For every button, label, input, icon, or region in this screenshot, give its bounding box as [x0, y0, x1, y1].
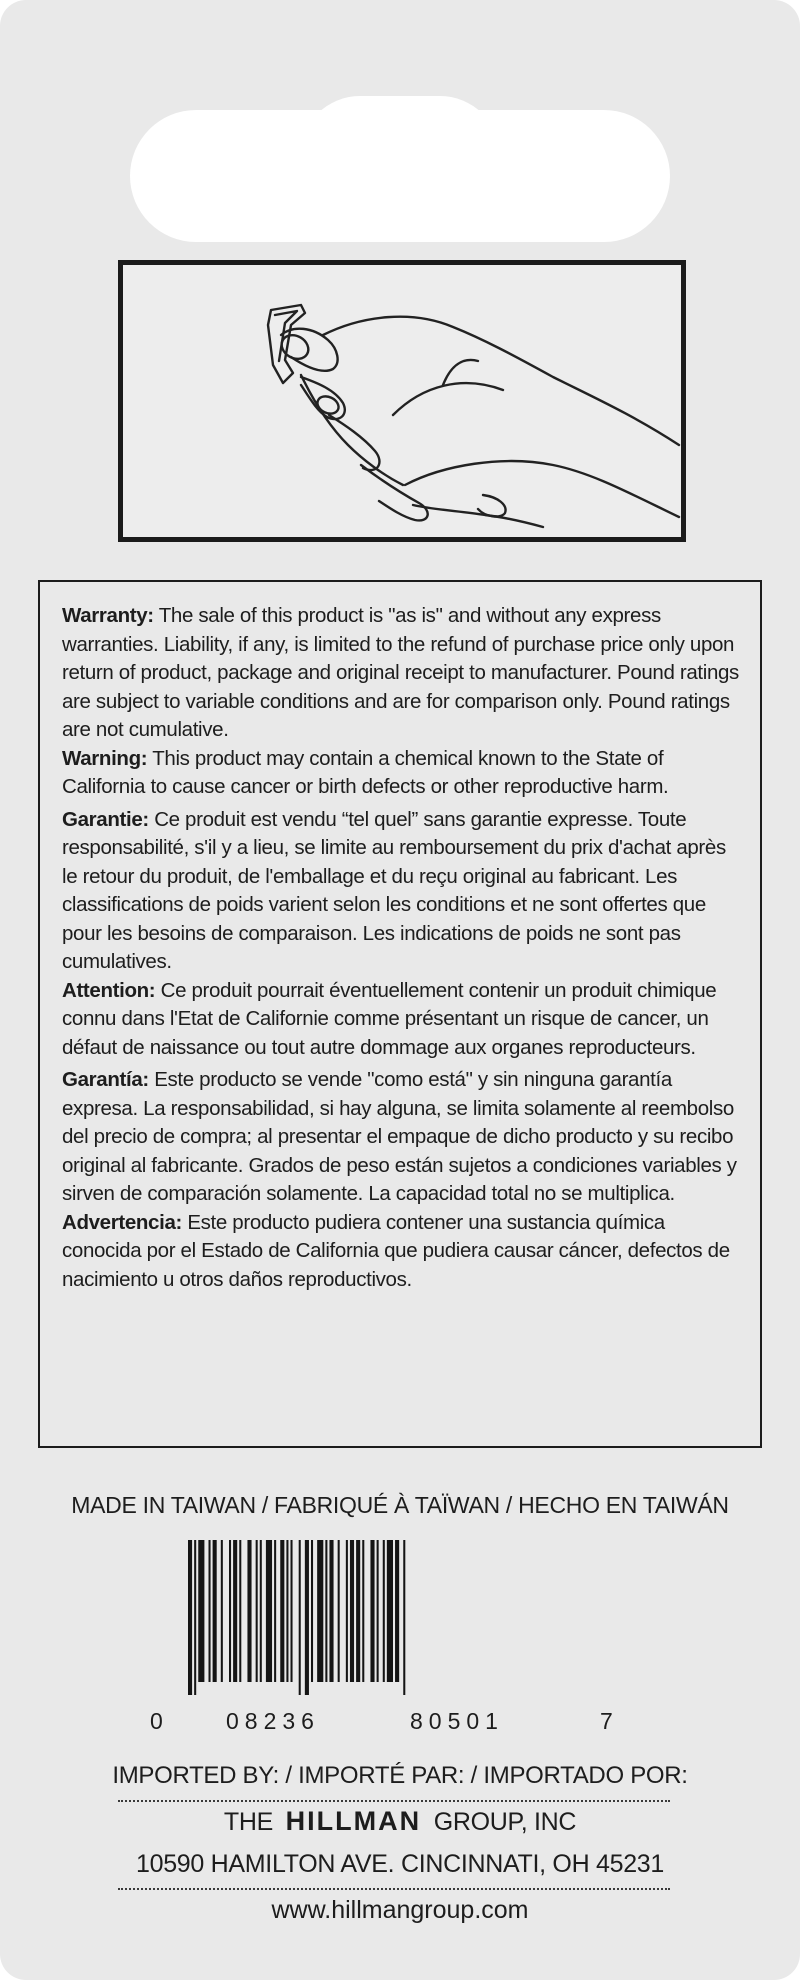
- hang-hole: [130, 110, 670, 242]
- barcode-bar: [266, 1540, 272, 1682]
- warning-es: [62, 1209, 740, 1295]
- warning-en-text: This product may contain a chemical known to the State of California to cause cancer or birth defects or other reproductive harm.: [62, 746, 669, 798]
- barcode-bars: [188, 1540, 580, 1695]
- warning-fr-text: Ce produit pourrait éventuellement contenir un produit chimique connu dans l'Etat de Californie comme présentant un risque de cancer, un défaut de naissance ou tout autre dommage aux organes reproducteurs.: [62, 978, 717, 1059]
- barcode-bar: [229, 1540, 231, 1682]
- barcode-bar: [194, 1540, 196, 1695]
- warning-fr: [62, 977, 740, 1063]
- barcode-bar: [350, 1540, 354, 1682]
- warranty-es: [62, 1066, 740, 1209]
- warranty-warning-panel: [38, 580, 762, 1448]
- warning-es-text: Este producto pudiera contener una sustancia química conocida por el Estado de California que pudiera causar cáncer, defectos de nacimiento u otros daños reproductivos.: [62, 1210, 730, 1291]
- barcode-bar: [274, 1540, 276, 1682]
- barcode-bar: [387, 1540, 393, 1682]
- barcode-bar: [221, 1540, 223, 1682]
- barcode-bar: [213, 1540, 217, 1682]
- barcode-bar: [383, 1540, 385, 1682]
- website-link[interactable]: www.hillmangroup.com: [271, 1896, 529, 1924]
- warranty-fr: [62, 806, 740, 977]
- barcode-bar: [286, 1540, 288, 1682]
- barcode-digit-right: 7: [600, 1708, 613, 1734]
- barcode-bar: [395, 1540, 399, 1682]
- warranty-fr-label: Garantie:: [62, 807, 149, 831]
- usage-illustration: [118, 260, 686, 542]
- warranty-es-text: Este producto se vende "como está" y sin ninguna garantía expresa. La responsabilidad, si hay alguna, se limita solamente al reembolso del precio de compra; al presentar el empaque de dicho producto y su recibo original al fabricante. Grados de peso están sujetos a condiciones variables y sirven de comparación solamente. La capacidad total no se multiplica.: [62, 1068, 737, 1205]
- barcode-bar: [325, 1540, 327, 1682]
- barcode-bar: [198, 1540, 204, 1682]
- brand-logo: HILLMAN: [285, 1806, 422, 1836]
- barcode-bar: [329, 1540, 333, 1682]
- importer-heading: IMPORTED BY: / IMPORTÉ PAR: / IMPORTADO POR:: [112, 1762, 688, 1789]
- divider: [118, 1888, 670, 1890]
- warning-es-label: Advertencia:: [62, 1210, 182, 1234]
- barcode-bar: [239, 1540, 241, 1682]
- barcode-bar: [317, 1540, 323, 1682]
- barcode-bar: [377, 1540, 379, 1682]
- company-suffix: GROUP, INC: [433, 1808, 577, 1836]
- warning-en-label: Warning:: [62, 746, 148, 770]
- barcode-bar: [356, 1540, 360, 1682]
- barcode-bar: [370, 1540, 374, 1682]
- company-prefix: THE: [223, 1808, 273, 1836]
- barcode-bar: [256, 1540, 258, 1682]
- warning-en: [62, 745, 740, 802]
- barcode-bar: [403, 1540, 405, 1695]
- importer-address: 10590 HAMILTON AVE. CINCINNATI, OH 45231: [135, 1850, 664, 1878]
- warranty-fr-text: Ce produit est vendu “tel quel” sans garantie expresse. Toute responsabilité, s'il y a lieu, se limite au remboursement du prix d'achat après le retour du produit, de l'emballage et du reçu original au fabricant. Les classifications de poids varient selon les conditions et ne sont offertes que pour les besoins de comparaison. Les indications de poids ne sont pas cumulatives.: [62, 807, 726, 973]
- barcode-bar: [188, 1540, 192, 1695]
- barcode-bar: [299, 1540, 301, 1695]
- importer-company: [0, 1806, 800, 1837]
- barcode-bar: [233, 1540, 237, 1682]
- barcode-bar: [311, 1540, 313, 1682]
- barcode-bar: [260, 1540, 262, 1682]
- warranty-en-label: Warranty:: [62, 604, 154, 627]
- barcode-bar: [338, 1540, 340, 1682]
- warranty-en: [62, 602, 740, 745]
- barcode-bar: [209, 1540, 211, 1682]
- barcode-bar: [280, 1540, 284, 1682]
- warranty-en-text: The sale of this product is "as is" and without any express warranties. Liability, if any, is limited to the refund of purchase price only upon return of product, package and original receipt to manufacturer. Pound ratings are subject to variable conditions and are for comparison only. Pound ratings are not cumulative.: [62, 604, 739, 741]
- warranty-es-label: Garantía:: [62, 1068, 149, 1091]
- warning-fr-label: Attention:: [62, 978, 156, 1002]
- barcode-bar: [247, 1540, 251, 1682]
- hand-holding-hook-icon: [123, 265, 681, 537]
- barcode-digits-group1: 08236: [226, 1708, 320, 1734]
- divider: [118, 1800, 670, 1802]
- barcode-bar: [346, 1540, 348, 1682]
- barcode-digits-group2: 80501: [410, 1708, 504, 1734]
- country-of-origin: MADE IN TAIWAN / FABRIQUÉ À TAÏWAN / HECHO EN TAIWÁN: [71, 1492, 729, 1518]
- barcode-bar: [362, 1540, 364, 1682]
- barcode-digit-left: 0: [150, 1708, 163, 1734]
- barcode-bar: [291, 1540, 293, 1682]
- barcode-bar: [305, 1540, 309, 1695]
